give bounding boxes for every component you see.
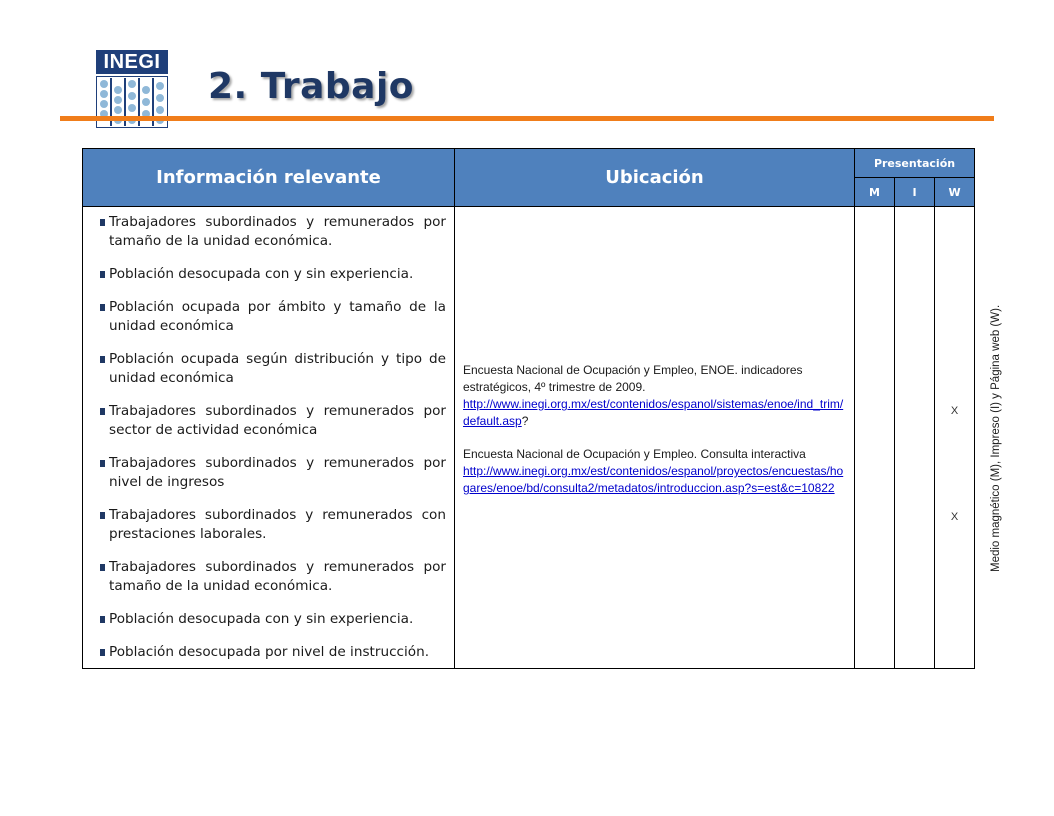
bullet-icon [100, 408, 105, 415]
source-link[interactable]: http://www.inegi.org.mx/est/contenidos/espanol/sistemas/enoe/ind_trim/default.asp [463, 397, 844, 428]
list-item: Trabajadores subordinados y remunerados con prestaciones laborales. [101, 506, 446, 544]
source-enoe-consulta [463, 446, 846, 497]
mark-cell-m [855, 207, 895, 669]
header-m: M [855, 178, 895, 207]
bullet-icon [100, 304, 105, 311]
source-text: Encuesta Nacional de Ocupación y Empleo. Consulta interactiva [463, 447, 806, 461]
source-suffix: ? [521, 414, 529, 428]
page-title: 2. Trabajo [208, 66, 415, 107]
bullet-icon [100, 219, 105, 226]
info-list-cell [83, 207, 455, 669]
header-informacion: Información relevante [83, 149, 455, 207]
ubicacion-cell [455, 207, 855, 669]
header-i: I [895, 178, 935, 207]
list-item: Trabajadores subordinados y remunerados por tamaño de la unidad económica. [101, 558, 446, 596]
source-enoe-indicadores [463, 362, 846, 430]
bullet-icon [100, 616, 105, 623]
title-divider [60, 116, 994, 121]
mark-w-1: X [950, 405, 959, 417]
bullet-icon [100, 271, 105, 278]
list-item: Población desocupada con y sin experiencia. [101, 265, 446, 284]
list-item: Población desocupada con y sin experiencia. [101, 610, 446, 629]
side-note: Medio magnético (M), Impreso (I) y Página web (W). [990, 304, 1002, 572]
bullet-icon [100, 512, 105, 519]
logo-wordmark: INEGI [96, 50, 168, 74]
mark-cell-w [935, 207, 975, 669]
bullet-icon [100, 356, 105, 363]
list-item: Trabajadores subordinados y remunerados por sector de actividad económica [101, 402, 446, 440]
list-item: Trabajadores subordinados y remunerados por tamaño de la unidad económica. [101, 213, 446, 251]
list-item: Población ocupada por ámbito y tamaño de la unidad económica [101, 298, 446, 336]
mark-w-2: X [950, 511, 959, 523]
header-ubicacion: Ubicación [455, 149, 855, 207]
list-item: Población ocupada según distribución y tipo de unidad económica [101, 350, 446, 388]
info-table [82, 148, 975, 669]
source-link[interactable]: http://www.inegi.org.mx/est/contenidos/espanol/proyectos/encuestas/hogares/enoe/bd/consulta2/metadatos/introduccion.asp?s=est&c=10822 [463, 464, 844, 495]
header-w: W [935, 178, 975, 207]
bullet-icon [100, 649, 105, 656]
mark-cell-i [895, 207, 935, 669]
bullet-icon [100, 460, 105, 467]
bullet-icon [100, 564, 105, 571]
list-item: Trabajadores subordinados y remunerados por nivel de ingresos [101, 454, 446, 492]
source-text: Encuesta Nacional de Ocupación y Empleo, ENOE. indicadores estratégicos, 4º trimestre de 2009. [463, 363, 803, 394]
header-presentacion: Presentación [855, 149, 975, 178]
list-item: Población desocupada por nivel de instrucción. [101, 643, 446, 662]
